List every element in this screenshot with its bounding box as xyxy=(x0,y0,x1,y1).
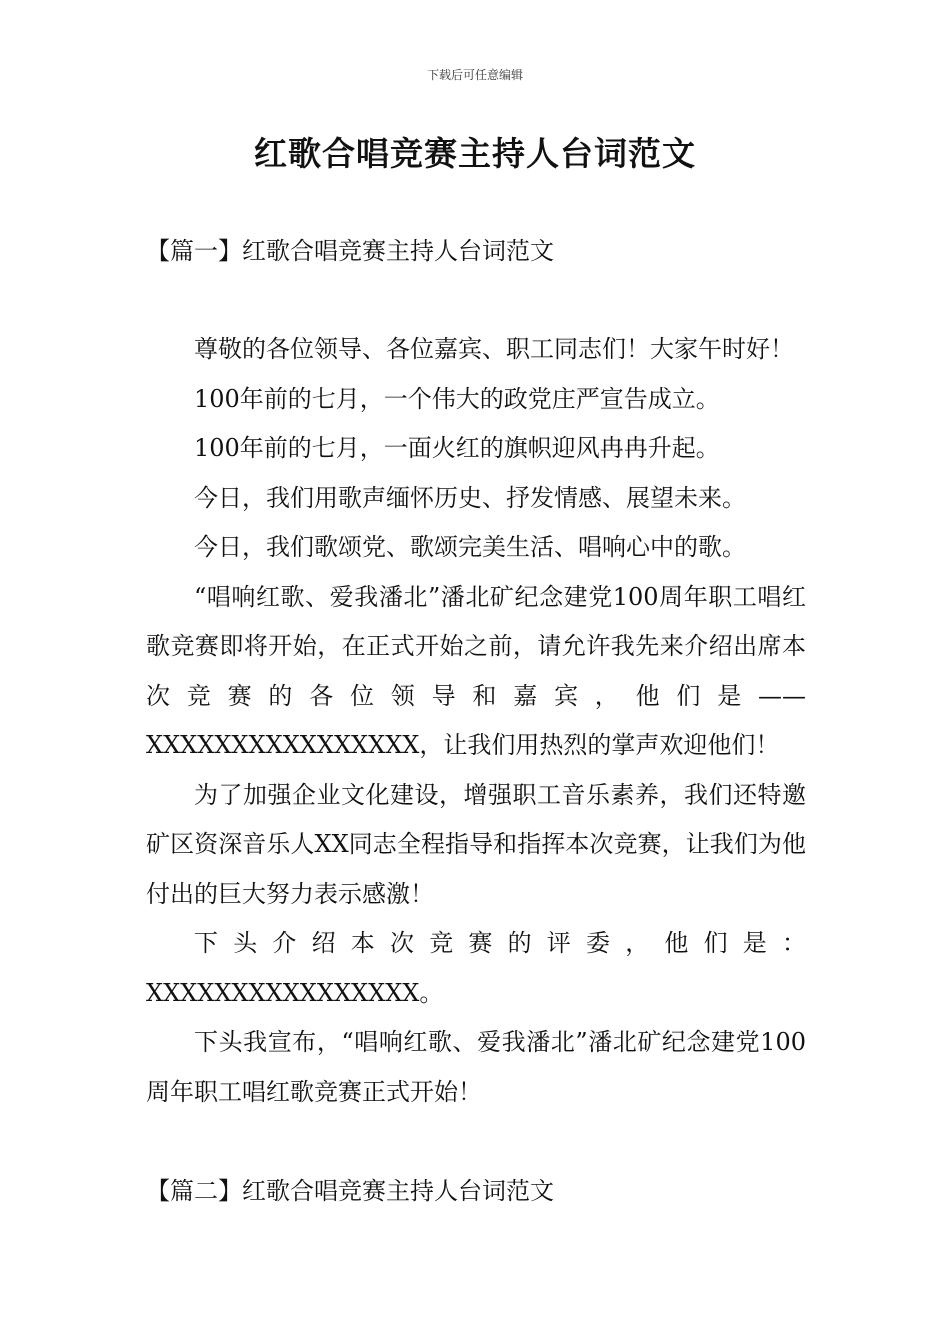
document-title: 红歌合唱竞赛主持人台词范文 xyxy=(254,134,696,173)
paragraph-judges: 下头介绍本次竞赛的评委，他们是： xyxy=(194,929,806,957)
paragraph-line-4: 今日，我们歌颂党、歌颂完美生活、唱响心中的歌。 xyxy=(194,533,746,561)
paragraph-announcement: 下头我宣布，“唱响红歌、爱我潘北”潘北矿纪念建党100周年职工唱红歌竞赛正式开始！ xyxy=(146,1028,806,1106)
paragraph-judges-names: XXXXXXXXXXXXXXXX。 xyxy=(146,978,444,1007)
paragraph-line-1: 100年前的七月，一个伟大的政党庄严宣告成立。 xyxy=(194,384,720,413)
paragraph-thanks: 为了加强企业文化建设，增强职工音乐素养，我们还特邀矿区资深音乐人XX同志全程指导和指挥本次竞赛，让我们为他付出的巨大努力表示感激！ xyxy=(146,780,806,908)
section-heading-2: 【篇二】红歌合唱竞赛主持人台词范文 xyxy=(146,1177,554,1205)
paragraph-greeting: 尊敬的各位领导、各位嘉宾、职工同志们！大家午时好！ xyxy=(194,335,794,363)
paragraph-introduction: “唱响红歌、爱我潘北”潘北矿纪念建党100周年职工唱红歌竞赛即将开始，在正式开始之前，请允许我先来介绍出席本次竞赛的各位领导和嘉宾，他们是——XXXXXXXXXXXXXXXX，让我们用热烈的掌声欢迎他们！ xyxy=(146,582,806,759)
section-heading-1: 【篇一】红歌合唱竞赛主持人台词范文 xyxy=(146,237,554,265)
header-note: 下载后可任意编辑 xyxy=(426,68,523,82)
section-1-body xyxy=(146,325,806,1117)
paragraph-line-3: 今日，我们用歌声缅怀历史、抒发情感、展望未来。 xyxy=(194,483,746,512)
paragraph-line-2: 100年前的七月，一面火红的旗帜迎风冉冉升起。 xyxy=(194,434,720,462)
